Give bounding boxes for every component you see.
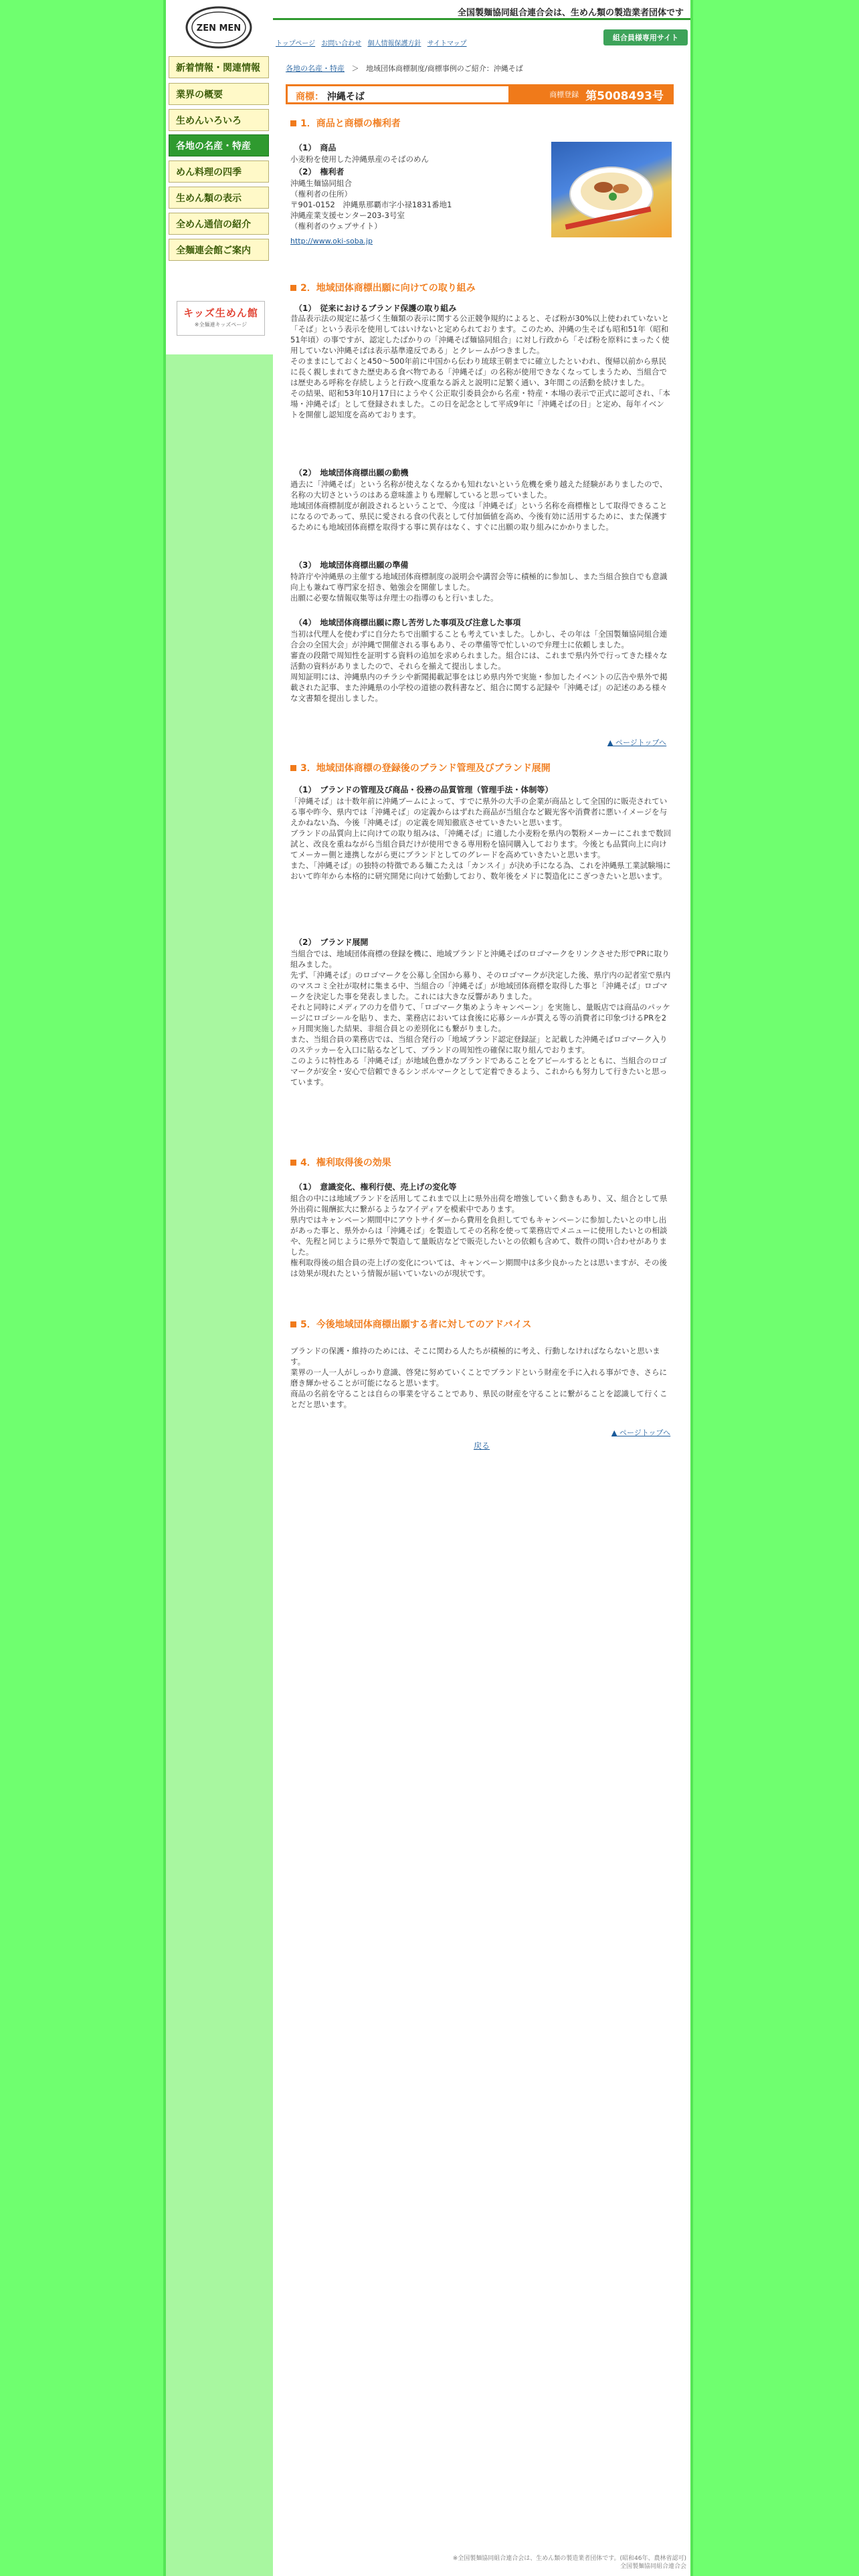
breadcrumb-separator: ＞ bbox=[351, 64, 359, 73]
sub-heading-2-2: （2） 地域団体商標出願の動機 bbox=[294, 468, 409, 477]
section-heading-3: 3．地域団体商標の登録後のブランド管理及びブランド展開 bbox=[290, 761, 551, 774]
section-heading-2: 2．地域団体商標出願に向けての取り組み bbox=[290, 281, 476, 294]
paragraph-1-1: 小麦粉を使用した沖縄県産のそばのめん bbox=[290, 154, 429, 164]
top-link-contact[interactable]: お問い合わせ bbox=[321, 40, 362, 47]
sub-heading-2-4: （4） 地域団体商標出願に際し苦労した事項及び注意した事項 bbox=[294, 618, 521, 627]
breadcrumb-link[interactable]: 各地の名産・特産 bbox=[286, 64, 345, 73]
square-bullet-icon bbox=[290, 1160, 296, 1166]
top-link-privacy[interactable]: 個人情報保護方針 bbox=[367, 40, 421, 47]
sidebar bbox=[166, 0, 273, 2576]
trademark-name-area bbox=[296, 90, 365, 103]
trademark-name: 沖縄そば bbox=[326, 92, 365, 102]
header-bar bbox=[273, 0, 690, 20]
zenmen-logo[interactable] bbox=[183, 4, 254, 51]
footer-line-2: 全国製麺協同組合連合会 bbox=[619, 2563, 686, 2570]
paragraph-5-1: ブランドの保護・維持のためには、そこに関わる人たちが積極的に考え、行動しなければならないと思います。 業界の一人一人がしっかり意識、啓発に努めていくことでブランドという財産を手に入れる事ができ、さらに磨き輝かせることが可能になると思います。 商品の名前を守ることは自らの事業を守ることであり、県民の財産を守ることに繋がることを認識して行くことだと思います。 bbox=[290, 1346, 668, 1409]
square-bullet-icon bbox=[290, 1321, 296, 1327]
header-title: 全国製麺協同組合連合会は、生めん類の製造業者団体です bbox=[457, 8, 684, 18]
sidebar-item-newsletter[interactable]: 全めん通信の紹介 bbox=[169, 213, 269, 235]
kids-banner-title: キッズ生めん館 bbox=[183, 307, 258, 319]
sidebar-item-seasons[interactable]: めん料理の四季 bbox=[169, 160, 269, 183]
page-top-link-1[interactable]: ▲ ページトップへ bbox=[607, 738, 667, 747]
sub-heading-3-1: （1） ブランドの管理及び商品・役務の品質管理（管理手法・体制等） bbox=[294, 785, 553, 794]
trademark-label: 商標： bbox=[296, 92, 324, 102]
section-heading-1: 1．商品と商標の権利者 bbox=[290, 116, 401, 130]
sidebar-item-hall[interactable]: 全麺連会館ご案内 bbox=[169, 239, 269, 261]
square-bullet-icon bbox=[290, 765, 296, 771]
footer-line-1: ※全国製麺協同組合連合会は、生めん類の製造業者団体です。(昭和46年、農林省認可) bbox=[452, 2555, 686, 2562]
sidebar-item-labeling[interactable]: 生めん類の表示 bbox=[169, 187, 269, 209]
back-link[interactable]: 戻る bbox=[474, 1441, 490, 1451]
top-link-sitemap[interactable]: サイトマップ bbox=[427, 40, 467, 47]
rights-holder-website-link[interactable]: http://www.oki-soba.jp bbox=[290, 237, 373, 245]
top-link-home[interactable]: トップページ bbox=[276, 40, 316, 47]
product-photo bbox=[551, 142, 672, 237]
sub-heading-3-2: （2） ブランド展開 bbox=[294, 938, 369, 947]
paragraph-3-2: 当組合では、地域団体商標の登録を機に、地域ブランドと沖縄そばのロゴマークをリンクさせた形でPRに取り組みました。 先ず、「沖縄そば」のロゴマークを公募し全国から募り、そのロゴマークが決定した後、県庁内の記者室で県内のマスコミ全社が取材に集まる中、当組合の「沖縄そば」が地域団体商標を取得した事と「沖縄そば」ロゴマークを決定した事を発表しました。これには大きな反響がありました。 それと同時にメディアの力を借りて、「ロゴマーク集めようキャンペーン」を実施し、量販店では商品のパッケージにロゴシールを貼り、また、業務店においては食後に応募シールが貰える等の消費者に印象づけるPRを2ヶ月間実施した結果、非組合員との差別化にも繋がりました。 また、当組合員の業務店では、当組合発行の「地域ブランド認定登録証」と記載した沖縄そばロゴマーク入りのステッカーを入口に貼るなどして、ブランドの周知性の確保に取り組んでおります。 このように特性ある「沖縄そば」が地域色豊かなブランドであることをアピールするとともに、当組合のロゴマークが安全・安心で信頼できるシンボルマークとして定着できるよう、これからも努力して行きたいと思っています。 bbox=[290, 949, 671, 1087]
paragraph-2-1: 昔品表示法の規定に基づく生麺類の表示に関する公正競争規約によると、そば粉が30%以上使われていないと「そば」という表示を使用してはいけないと定められております。このため、沖縄の生そばも昭和51年（昭和51年頃）の事ですが、認定したばかりの「沖縄そば麺協同組合」に対し行政から「そば粉を原料にまったく使用していない沖縄そばは表示基準違反である」とクレームがつきました。 そのままにしておくと450〜500年前に中国から伝わり琉球王朝までに確立したといわれ、復帰以前から県民に長く親しまれてきた歴史ある食べ物である「沖縄そば」の名称が使用できなくなってしまうため、当組合では歴史ある呼称を存続しようと行政へ度重なる訴えと説明に足繁く通い、3年間この活動を続けました。 その結果、昭和53年10月17日にようやく公正取引委員会から名産・特産・本場の表示で正式に認可され、「本場・沖縄そば」として登録されました。この日を記念として平成9年に「沖縄そばの日」と定め、毎年イベントを開催し認知度を高めております。 bbox=[290, 314, 670, 419]
sidebar-item-news[interactable]: 新着情報・関連情報 bbox=[169, 56, 269, 78]
kids-banner[interactable] bbox=[177, 301, 265, 336]
breadcrumb-current: 地域団体商標制度/商標事例のご紹介：沖縄そば bbox=[366, 64, 523, 73]
sub-heading-1-1: （1） 商品 bbox=[294, 143, 337, 152]
top-links bbox=[276, 37, 471, 47]
breadcrumb bbox=[286, 63, 523, 74]
footer-copyright bbox=[352, 2555, 686, 2571]
paragraph-3-1: 「沖縄そば」は十数年前に沖縄ブームによって、すでに県外の大手の企業が商品として全国的に販売されている事や昨今、県内では「沖縄そば」の定義からはずれた商品が当組合など観光客や消費者に悪いイメージを与えかねない為、今後「沖縄そば」の定義を周知徹底させていきたいと思います。 ブランドの品質向上に向けての取り組みは、「沖縄そば」に適した小麦粉を県内の製粉メーカーにこれまで数回試と、改良を重ねながら当組合員だけが使用できる専用粉を協同購入しております。今後とも品質向上に向けてメーカー側と連携しながら更にブランドとしてのグレードを高めていきたいと思います。 また、「沖縄そば」の独特の特徴である麺こたえは「カンスイ」が決め手になる為、これを沖縄県工業試験場において昨年から本格的に研究開発に向けて始動しており、数年後をメドに製造化にこぎつきたいと思います。 bbox=[290, 796, 672, 881]
sidebar-item-industry[interactable]: 業界の概要 bbox=[169, 83, 269, 105]
kids-banner-subtitle: ※全麺連キッズページ bbox=[194, 322, 248, 328]
sub-heading-2-3: （3） 地域団体商標出願の準備 bbox=[294, 560, 409, 570]
square-bullet-icon bbox=[290, 120, 296, 126]
paragraph-2-4: 当初は代理人を使わずに自分たちで出願することも考えていました。しかし、その年は「全国製麺協同組合連合会の全国大会」が沖縄で開催される事もあり、その準備等で忙しいので弁理士に依頼しました。 審査の段階で周知性を証明する資料の追加を求められました。組合には、これまで県内外で行ってきた様々な活動の資料がありましたので、それらを揃えて提出しました。 周知証明には、沖縄県内のチラシや新聞掲載記事をはじめ県内外で実施・参加したイベントの広告や県外で掲載された記事、また沖縄県の小学校の道徳の教科書など、組合に関する記録や「沖縄そば」の記述のある様々な文書類を提出しました。 bbox=[290, 629, 668, 703]
paragraph-2-2: 過去に「沖縄そば」という名称が使えなくなるかも知れないという危機を乗り越えた経験がありましたので、名称の大切さというのはある意味誰よりも理解していると思っていました。 地域団体商標制度が創設されるということで、今度は「沖縄そば」という名称を商標権として取得できることになるのであって、県民に愛される食の代表として付加価値を高め、今後有効に活用するために、また保護するためにも地域団体商標を取得する事に異存はなく、すぐに出願の取り組みにかかりました。 bbox=[290, 479, 668, 532]
trademark-title-box bbox=[286, 84, 674, 104]
member-site-button[interactable]: 組合員様専用サイト bbox=[603, 29, 688, 45]
square-bullet-icon bbox=[290, 285, 296, 291]
page-top-link-2[interactable]: ▲ ページトップへ bbox=[611, 1428, 671, 1437]
paragraph-2-3: 特許庁や沖縄県の主催する地域団体商標制度の説明会や講習会等に積極的に参加し、また当組合独自でも意識向上も兼ねて専門家を招き、勉強会を開催しました。 出願に必要な情報収集等は弁理士の指導のもと行いました。 bbox=[290, 572, 668, 603]
paragraph-1-2: 沖縄生麺協同組合 （権利者の住所） 〒901-0152 沖縄県那覇市字小禄1831番地1 沖縄産業支援センター203-3号室 （権利者のウェブサイト） bbox=[290, 179, 452, 231]
section-heading-5: 5．今後地域団体商標出願する者に対してのアドバイス bbox=[290, 1317, 531, 1331]
registration-number: 第5008493号 bbox=[585, 89, 664, 103]
sidebar-panel bbox=[166, 0, 273, 354]
logo-text: ZEN MEN bbox=[196, 23, 242, 33]
registration-area bbox=[508, 86, 672, 102]
paragraph-4-1: 組合の中には地域ブランドを活用してこれまで以上に県外出荷を増強していく動きもあり、又、組合として県外出荷に報酬拡大に繋がるようなアイディアを模索中であります。 県内ではキャンペーン期間中にアウトサイダーから費用を負担してでもキャンペーンに参加したいとの申し出があった事と、県外からは「沖縄そば」を製造してその名称を使って業務店でメニューに使用したいとの相談や、先程と同じように県外で製造して量販店などで販売したいとの依頼も含めて、数件の問い合わせがありました。 権利取得後の組合員の売上げの変化については、キャンペーン期間中は多少良かったとは思いますが、その後は効果が現れたという情報が届いていないのが現状です。 bbox=[290, 1194, 668, 1278]
registration-label: 商標登録 bbox=[549, 90, 579, 99]
sub-heading-2-1: （1） 従来におけるブランド保護の取り組み bbox=[294, 304, 457, 313]
sidebar-item-namamen[interactable]: 生めんいろいろ bbox=[169, 109, 269, 131]
sub-heading-1-2: （2） 権利者 bbox=[294, 167, 345, 177]
section-heading-4: 4．権利取得後の効果 bbox=[290, 1156, 391, 1169]
sub-heading-4-1: （1） 意識変化、権利行使、売上げの変化等 bbox=[294, 1182, 457, 1192]
sidebar-item-local-specialties[interactable]: 各地の名産・特産 bbox=[169, 134, 269, 156]
